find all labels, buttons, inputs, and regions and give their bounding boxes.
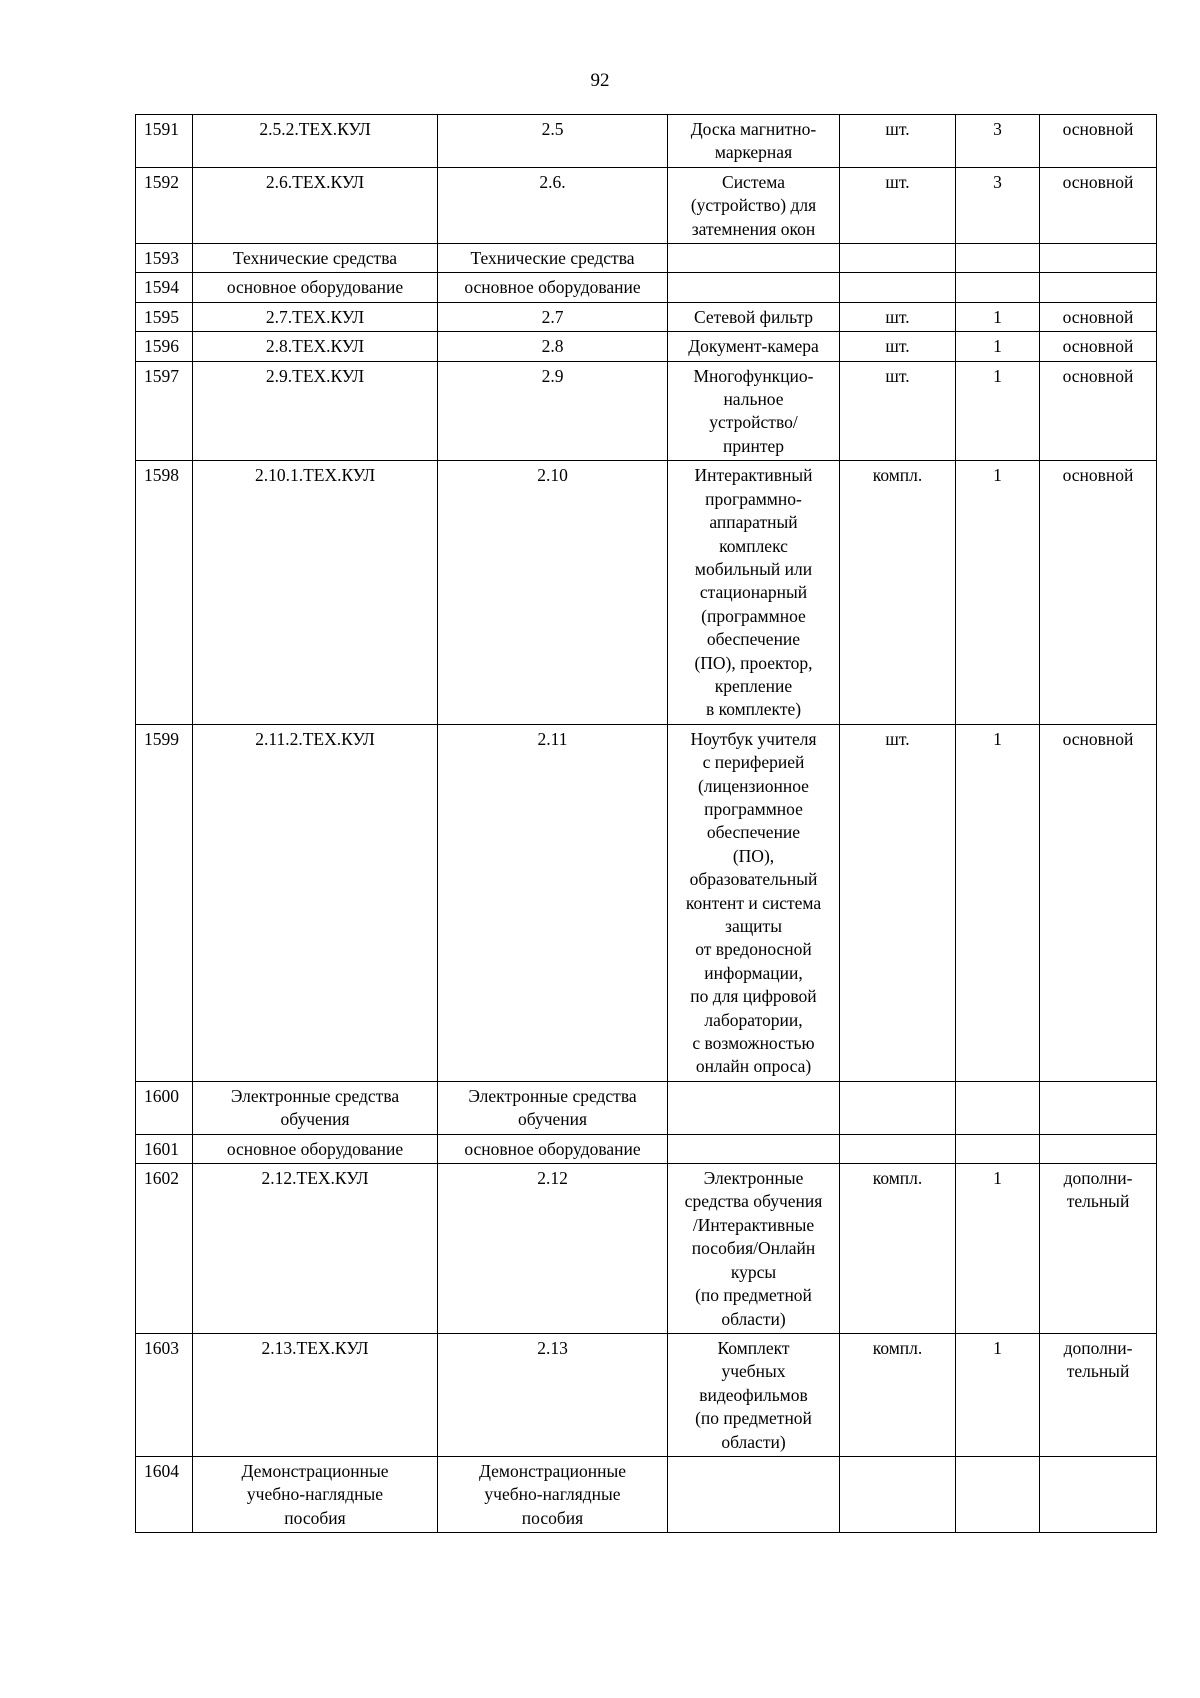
reference-cell: основное оборудование <box>438 1134 668 1163</box>
quantity-cell: 1 <box>956 1333 1040 1456</box>
item-name-cell: Многофункцио- нальное устройство/ принтер <box>668 361 840 461</box>
code-cell: основное оборудование <box>193 273 438 302</box>
code-cell: 2.5.2.ТЕХ.КУЛ <box>193 115 438 168</box>
code-cell: 2.9.ТЕХ.КУЛ <box>193 361 438 461</box>
table-row <box>136 273 1157 302</box>
item-name-cell: Система (устройство) для затемнения окон <box>668 167 840 243</box>
unit-cell: шт. <box>840 167 956 243</box>
item-name-cell <box>668 273 840 302</box>
table-row <box>136 115 1157 168</box>
table-row <box>136 1134 1157 1163</box>
table-row <box>136 1081 1157 1134</box>
unit-cell: шт. <box>840 115 956 168</box>
unit-cell: компл. <box>840 1164 956 1334</box>
unit-cell: шт. <box>840 302 956 331</box>
row-number-cell: 1594 <box>136 273 193 302</box>
row-number-cell: 1593 <box>136 244 193 273</box>
row-number-cell: 1601 <box>136 1134 193 1163</box>
reference-cell: Технические средства <box>438 244 668 273</box>
item-name-cell: Электронные средства обучения /Интерактивные пособия/Онлайн курсы (по предметной области) <box>668 1164 840 1334</box>
equipment-type-cell: основной <box>1040 115 1157 168</box>
table-row <box>136 167 1157 243</box>
table-row <box>136 1164 1157 1334</box>
unit-cell <box>840 1456 956 1532</box>
code-cell: 2.12.ТЕХ.КУЛ <box>193 1164 438 1334</box>
equipment-type-cell: основной <box>1040 461 1157 724</box>
item-name-cell: Интерактивный программно- аппаратный комплекс мобильный или стационарный (программное обеспечение (ПО), проектор, крепление в комплекте) <box>668 461 840 724</box>
code-cell: Технические средства <box>193 244 438 273</box>
row-number-cell: 1602 <box>136 1164 193 1334</box>
reference-cell: 2.12 <box>438 1164 668 1334</box>
table-row <box>136 332 1157 361</box>
reference-cell: 2.5 <box>438 115 668 168</box>
row-number-cell: 1598 <box>136 461 193 724</box>
equipment-type-cell: дополни- тельный <box>1040 1333 1157 1456</box>
quantity-cell: 1 <box>956 302 1040 331</box>
equipment-type-cell <box>1040 273 1157 302</box>
unit-cell <box>840 1134 956 1163</box>
reference-cell: 2.10 <box>438 461 668 724</box>
reference-cell: Демонстрационные учебно-наглядные пособия <box>438 1456 668 1532</box>
row-number-cell: 1600 <box>136 1081 193 1134</box>
table-row <box>136 361 1157 461</box>
equipment-table <box>135 114 1157 1533</box>
equipment-type-cell: дополни- тельный <box>1040 1164 1157 1334</box>
item-name-cell: Сетевой фильтр <box>668 302 840 331</box>
table-row <box>136 1333 1157 1456</box>
code-cell: Электронные средства обучения <box>193 1081 438 1134</box>
unit-cell: шт. <box>840 332 956 361</box>
reference-cell: основное оборудование <box>438 273 668 302</box>
unit-cell: шт. <box>840 724 956 1081</box>
row-number-cell: 1604 <box>136 1456 193 1532</box>
row-number-cell: 1603 <box>136 1333 193 1456</box>
code-cell: 2.6.ТЕХ.КУЛ <box>193 167 438 243</box>
equipment-type-cell: основной <box>1040 167 1157 243</box>
quantity-cell: 1 <box>956 724 1040 1081</box>
quantity-cell: 1 <box>956 1164 1040 1334</box>
equipment-type-cell: основной <box>1040 302 1157 331</box>
quantity-cell <box>956 273 1040 302</box>
quantity-cell <box>956 1134 1040 1163</box>
equipment-type-cell <box>1040 1456 1157 1532</box>
page-number: 92 <box>590 70 610 91</box>
row-number-cell: 1591 <box>136 115 193 168</box>
equipment-type-cell: основной <box>1040 361 1157 461</box>
table-row <box>136 724 1157 1081</box>
quantity-cell <box>956 1456 1040 1532</box>
code-cell: 2.13.ТЕХ.КУЛ <box>193 1333 438 1456</box>
quantity-cell: 3 <box>956 167 1040 243</box>
reference-cell: 2.8 <box>438 332 668 361</box>
quantity-cell: 1 <box>956 461 1040 724</box>
reference-cell: 2.13 <box>438 1333 668 1456</box>
quantity-cell: 1 <box>956 332 1040 361</box>
item-name-cell <box>668 1456 840 1532</box>
item-name-cell: Ноутбук учителя с периферией (лицензионное программное обеспечение (ПО), образовательный контент и система защиты от вредоносной информации, по для цифровой лаборатории, с возможностью онлайн опроса) <box>668 724 840 1081</box>
item-name-cell <box>668 1081 840 1134</box>
code-cell: 2.10.1.ТЕХ.КУЛ <box>193 461 438 724</box>
code-cell: Демонстрационные учебно-наглядные пособия <box>193 1456 438 1532</box>
quantity-cell: 1 <box>956 361 1040 461</box>
table-row <box>136 302 1157 331</box>
row-number-cell: 1596 <box>136 332 193 361</box>
equipment-type-cell <box>1040 244 1157 273</box>
row-number-cell: 1592 <box>136 167 193 243</box>
item-name-cell: Комплект учебных видеофильмов (по предметной области) <box>668 1333 840 1456</box>
quantity-cell <box>956 244 1040 273</box>
code-cell: 2.7.ТЕХ.КУЛ <box>193 302 438 331</box>
table-row <box>136 1456 1157 1532</box>
table-row <box>136 244 1157 273</box>
unit-cell <box>840 244 956 273</box>
unit-cell <box>840 1081 956 1134</box>
quantity-cell <box>956 1081 1040 1134</box>
equipment-type-cell <box>1040 1081 1157 1134</box>
code-cell: 2.11.2.ТЕХ.КУЛ <box>193 724 438 1081</box>
item-name-cell: Доска магнитно- маркерная <box>668 115 840 168</box>
reference-cell: 2.6. <box>438 167 668 243</box>
unit-cell: компл. <box>840 1333 956 1456</box>
equipment-type-cell: основной <box>1040 724 1157 1081</box>
row-number-cell: 1595 <box>136 302 193 331</box>
code-cell: основное оборудование <box>193 1134 438 1163</box>
row-number-cell: 1599 <box>136 724 193 1081</box>
item-name-cell <box>668 244 840 273</box>
reference-cell: 2.7 <box>438 302 668 331</box>
item-name-cell: Документ-камера <box>668 332 840 361</box>
row-number-cell: 1597 <box>136 361 193 461</box>
unit-cell <box>840 273 956 302</box>
unit-cell: компл. <box>840 461 956 724</box>
reference-cell: 2.11 <box>438 724 668 1081</box>
quantity-cell: 3 <box>956 115 1040 168</box>
item-name-cell <box>668 1134 840 1163</box>
equipment-type-cell <box>1040 1134 1157 1163</box>
reference-cell: Электронные средства обучения <box>438 1081 668 1134</box>
unit-cell: шт. <box>840 361 956 461</box>
code-cell: 2.8.ТЕХ.КУЛ <box>193 332 438 361</box>
table-row <box>136 461 1157 724</box>
equipment-type-cell: основной <box>1040 332 1157 361</box>
reference-cell: 2.9 <box>438 361 668 461</box>
table-body <box>136 115 1157 1533</box>
